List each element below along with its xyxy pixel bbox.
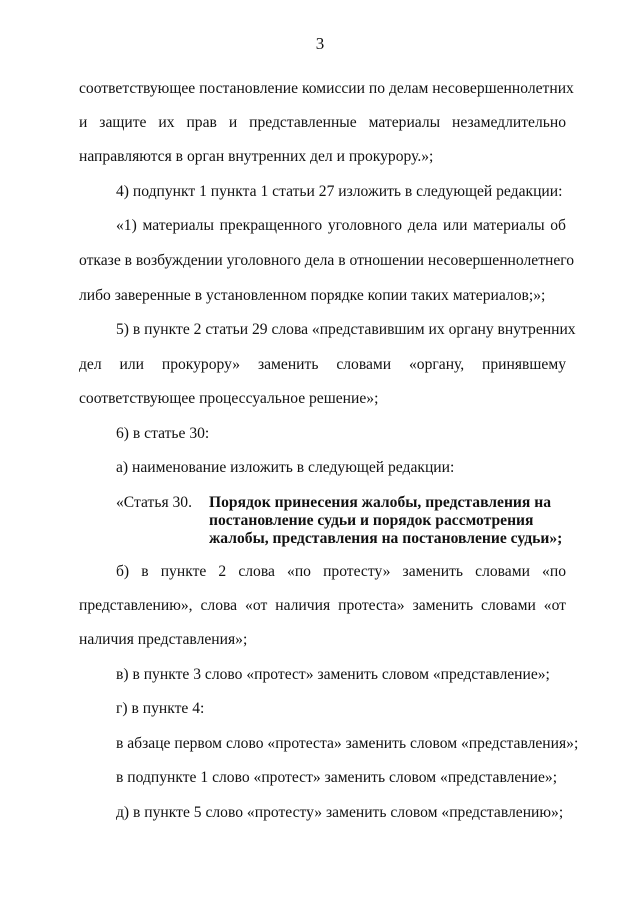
article-heading-title-line: Порядок принесения жалобы, представления на <box>209 494 552 511</box>
text-line: 5) в пункте 2 статьи 29 слова «представившим их органу внутренних <box>116 321 576 338</box>
text-line: д) в пункте 5 слово «протесту» заменить словом «представлению»; <box>116 804 564 821</box>
article-heading-title-line: постановление судьи и порядок рассмотрения <box>209 512 534 529</box>
text-line: представлению», слова «от наличия протеста» заменить словами «от <box>79 597 566 614</box>
text-line: соответствующее постановление комиссии по делам несовершеннолетних <box>79 80 574 97</box>
text-line: г) в пункте 4: <box>116 700 205 717</box>
text-line: в подпункте 1 слово «протест» заменить словом «представление»; <box>116 769 558 786</box>
text-line: наличия представления»; <box>79 631 248 648</box>
article-heading-title <box>209 494 569 548</box>
article-heading-lead: «Статья 30. <box>116 494 193 511</box>
text-line: в) в пункте 3 слово «протест» заменить словом «представление»; <box>116 666 550 683</box>
text-line: отказе в возбуждении уголовного дела в отношении несовершеннолетнего <box>79 252 575 269</box>
text-line: 4) подпункт 1 пункта 1 статьи 27 изложить в следующей редакции: <box>116 183 563 200</box>
text-line: 6) в статье 30: <box>116 425 210 442</box>
page-number: 3 <box>315 34 325 53</box>
text-line: либо заверенные в установленном порядке копии таких материалов;»; <box>79 287 546 304</box>
text-line: «1) материалы прекращенного уголовного дела или материалы об <box>116 217 566 234</box>
text-line: дел или прокурору» заменить словами «органу, принявшему <box>79 356 566 373</box>
text-line: направляются в орган внутренних дел и прокурору.»; <box>79 148 434 165</box>
text-line: б) в пункте 2 слова «по протесту» заменить словами «по <box>116 563 566 580</box>
text-line: в абзаце первом слово «протеста» заменить словом «представления»; <box>116 735 579 752</box>
text-line: и защите их прав и представленные материалы незамедлительно <box>79 114 566 131</box>
text-line: а) наименование изложить в следующей редакции: <box>116 459 455 476</box>
article-heading-title-line: жалобы, представления на постановление судьи»; <box>209 530 563 547</box>
text-line: соответствующее процессуальное решение»; <box>79 390 379 407</box>
